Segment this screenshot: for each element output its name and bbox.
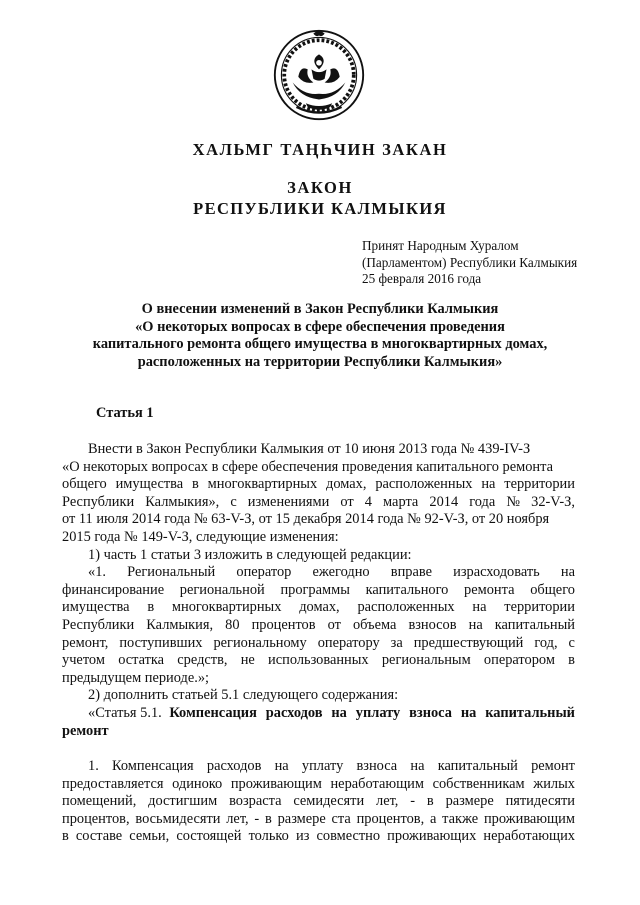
word: - [410,793,416,810]
word: оператору [317,634,380,651]
word: на [481,476,496,493]
word: проживающим [230,775,322,792]
word: предоставляется [62,775,164,792]
word: взноса [356,758,398,775]
word: домах, [326,476,367,493]
quote-line: предыдущем периоде.»; [62,669,210,686]
word: семьи, [129,828,170,845]
word: неработающим [330,775,424,792]
word: в [62,828,69,845]
word: программы [280,581,350,598]
word: взносов [408,616,457,633]
word: Республики [62,616,135,633]
word: из [296,828,310,845]
law-label: ЗАКОН [287,178,353,197]
word: на [560,564,575,581]
word: в [568,652,575,669]
word: лет, [376,793,399,810]
word: на [460,704,477,721]
word: взноса [409,704,452,721]
quote-line [62,652,575,670]
word: в [265,810,272,827]
word: год, [534,634,558,651]
quote-line [62,599,575,617]
word: уплату [355,704,401,721]
word: капитального [365,581,449,598]
word: расходов [206,758,262,775]
word: остатка [118,652,165,669]
word: расположенных [357,599,455,616]
word: 32-V-З, [531,493,575,510]
word: в [191,476,199,493]
point-line [62,811,575,829]
word: ежегодно [312,564,370,581]
article-heading: Статья 1 [96,405,154,421]
word: многоквартирных [171,599,282,616]
word: размере [445,793,494,810]
point-line [62,776,575,794]
point-line [62,793,575,811]
word: израсходовать [453,564,540,581]
word: марта [383,493,419,510]
word: региональной [179,581,265,598]
word: уплату [301,758,344,775]
word: финансирование [62,581,165,598]
word: лет, [226,810,249,827]
word: процентов, [62,810,130,827]
law-title-line: расположенных на территории Республики Калмыкия» [137,353,503,370]
word: проживающим [483,810,575,827]
word: ремонт, [62,634,109,651]
word: имущества [62,599,130,616]
word: Региональный [127,564,216,581]
word: составе [75,828,123,845]
word: капитальный [437,758,518,775]
word: от [340,493,354,510]
word: общего [530,581,575,598]
word: ста [331,810,351,827]
law-title-line: «О некоторых вопросах в сфере обеспечения проведения [135,318,505,335]
word: на [410,758,425,775]
word: жилых [533,775,575,792]
word: использованных [268,652,369,669]
word: не [240,652,255,669]
kalmykia-coat-of-arms-emblem [272,28,366,122]
adoption-line: (Парламентом) Республики Калмыкия [362,254,578,270]
word: изменениями [247,493,330,510]
word: Компенсация [169,704,257,721]
body-line: 2015 года № 149-V-З, следующие изменения: [62,528,339,545]
word: Калмыкия, [146,616,214,633]
word: в [426,793,434,810]
word: капитальный [485,704,575,721]
word: также [442,810,479,827]
word: размере [277,810,326,827]
word: поступивших [119,634,203,651]
word: ремонта [464,581,515,598]
word: с [568,634,575,651]
word: территории [504,599,575,616]
word: «1. [88,564,106,581]
word: 2014 [429,493,459,510]
paragraph-gap [62,740,575,758]
article-5-1-title [169,705,575,723]
word: № [506,493,521,510]
word: ремонт [531,758,575,775]
amendment-item-1: 1) часть 1 статьи 3 изложить в следующей редакции: [88,546,412,563]
word: имущества [115,476,184,493]
word: региональному [213,634,307,651]
word: на [468,616,483,633]
adoption-line: Принят Народным Хуралом [362,238,519,253]
republic-name: РЕСПУБЛИКИ КАЛМЫКИЯ [193,199,447,218]
word: собственникам [432,775,525,792]
quote-line [62,564,575,582]
word: региональным [381,652,471,669]
amendment-item-2: 2) дополнить статьей 5.1 следующего содержания: [88,687,399,704]
word: 1. [88,758,99,775]
word: территории [504,476,575,493]
word: за [390,634,403,651]
word: капитальный [494,616,575,633]
body-line: Внести в Закон Республики Калмыкия от 10 июня 2013 года № 439-IV-З [88,441,531,457]
word: вправе [390,564,432,581]
word: в [147,599,155,616]
word: расходов [265,704,323,721]
word: процентов, [356,810,425,827]
word: с [230,493,237,510]
body-line: «О некоторых вопросах в сфере обеспечения проведения капитального ремонта [62,458,553,475]
word: пятидесяти [505,793,575,810]
word: возраста [229,793,282,810]
law-title [0,301,640,371]
body-line: от 11 июля 2014 года № 63-V-З, от 15 декабря 2014 года № 92-V-З, от 20 ноября [62,511,550,528]
word: Калмыкия», [145,493,220,510]
word: восьмидесяти [135,810,221,827]
word: многоквартирных [207,476,318,493]
quote-line [62,617,575,635]
word: на [331,704,347,721]
word: средств, [177,652,228,669]
word: помещений, [62,793,137,810]
point-line [62,758,575,776]
word: совместно [316,828,381,845]
word: семидесяти [293,793,365,810]
body-text [62,441,575,846]
word: оператором [483,652,555,669]
quote-line [62,635,575,653]
word: домах, [299,599,340,616]
word: Компенсация [112,758,194,775]
word: от [327,616,341,633]
word: состоящей [176,828,242,845]
word: года [469,493,496,510]
body-line [62,494,575,512]
kalmyk-law-title: ХАЛЬМГ ТАҢҺЧИН ЗАКАН [192,140,448,159]
word: расположенных [375,476,473,493]
word: 80 [225,616,240,633]
word: проживающих [387,828,477,845]
word: процентов [251,616,316,633]
article-5-1-title-cont: ремонт [62,722,109,739]
word: общего [62,476,107,493]
word: неработающих [483,828,575,845]
word: на [274,758,289,775]
article-5-1-heading [62,705,575,723]
word: на [472,599,487,616]
word: учетом [62,652,105,669]
word: - [254,810,260,827]
word: Республики [62,493,135,510]
word: а [429,810,437,827]
point-line [62,828,575,846]
law-title-line: О внесении изменений в Закон Республики Калмыкия [141,301,499,317]
word: оператор [236,564,292,581]
law-title-line: капитального ремонта общего имущества в многоквартирных домах, [92,336,548,352]
word: только [248,828,289,845]
adoption-note [362,238,602,288]
word: достигшим [148,793,218,810]
coat-of-arms-icon [272,28,366,122]
quote-line [62,582,575,600]
word: одиноко [172,775,223,792]
article-5-1-prefix: «Статья 5.1. [88,704,166,721]
adoption-date: 25 февраля 2016 года [362,271,482,286]
word: 4 [364,493,372,510]
word: объема [352,616,397,633]
body-line [62,476,575,494]
word: предшествующий [413,634,524,651]
